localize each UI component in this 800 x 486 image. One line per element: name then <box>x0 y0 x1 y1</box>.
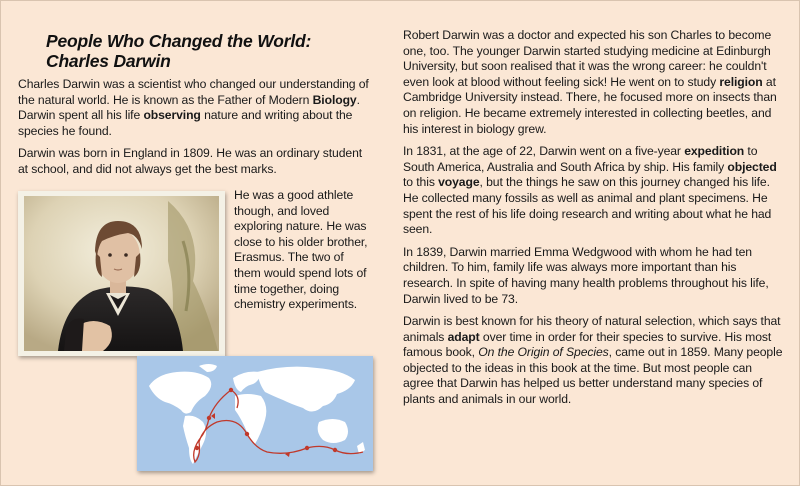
keyword-observing: observing <box>143 108 201 123</box>
keyword-objected: objected <box>727 159 777 174</box>
education-paragraph: Robert Darwin was a doctor and expected his son Charles to become one, too. The younger Darwin started studying medicine at Edinburgh University, but soon realised that it was the wrong career: he couldn't even look at blood without feeling sick! He went on to study religion at Cambridge University instead. There, he focused more on insects than on religion. He became extremely interested in collecting beetles, and his interest in biology grew. <box>403 28 777 136</box>
keyword-religion: religion <box>719 74 763 89</box>
keyword-expedition: expedition <box>684 144 745 159</box>
athlete-text: He was a good athlete though, and loved exploring nature. He was close to his older brother, Erasmus. The two of them would spend lots of time together, doing chemistry experiments. <box>234 188 368 312</box>
family-paragraph: In 1839, Darwin married Emma Wedgwood with whom he had ten children. To him, family life was always more important than his research. In spite of having many health problems throughout his life, Darwin lived to be 73. <box>403 244 769 306</box>
page-title <box>46 31 373 71</box>
athlete-paragraph <box>234 188 369 313</box>
keyword-biology: Biology <box>312 92 357 107</box>
title-line-1: People Who Changed the World: <box>46 31 312 51</box>
natural-selection-paragraph: Darwin is best known for his theory of natural selection, which says that animals adapt over time in order for their species to survive. His most famous book, On the Origin of Species, came out in 1859. Many people objected to the ideas in this book at the time. But most people can agree that Darwin has helped us better understand many species of plants and animals in our world. <box>403 314 783 407</box>
keyword-voyage: voyage <box>438 175 480 190</box>
voyage-map <box>137 356 373 471</box>
book-title: On the Origin of Species <box>478 345 609 360</box>
keyword-adapt: adapt <box>447 329 480 344</box>
birth-paragraph: Darwin was born in England in 1809. He was an ordinary student at school, and did not always get the best marks. <box>18 146 363 176</box>
title-line-2: Charles Darwin <box>46 51 171 71</box>
expedition-paragraph: In 1831, at the age of 22, Darwin went on a five-year expedition to South America, Australia and South Africa by ship. His family objected to this voyage, but the things he saw on this journey changed his life. He collected many fossils as well as animal and plant specimens. He spent the rest of his life doing research and writing about what he had seen. <box>403 144 777 237</box>
left-column <box>18 31 373 185</box>
intro-paragraph: Charles Darwin was a scientist who changed our understanding of the natural world. He is known as the Father of Modern Biology. Darwin spent all his life observing nature and writing about the species he found. <box>18 77 369 138</box>
right-column <box>403 28 783 415</box>
darwin-portrait <box>18 191 225 356</box>
